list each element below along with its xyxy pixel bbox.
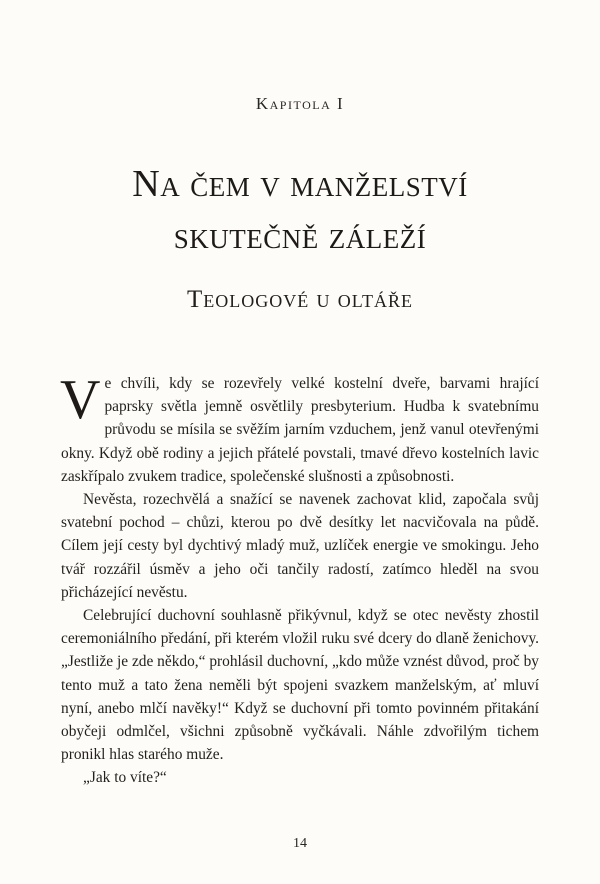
chapter-title-line-2: skutečně záleží — [173, 215, 427, 257]
chapter-label: Kapitola I — [255, 94, 345, 113]
paragraph-2: Nevěsta, rozechvělá a snažící se navenek zachovat klid, započala svůj svatební pochod – chůzi, kterou po dvě desítky let nacvičovala na půdě. Cílem její cesty byl dychtivý mladý muž, uzlíček energie ve smokingu. Jeho tvář rozzářil úsměv a jeho oči tančily radostí, zatímco hleděl na svou přicházející nevěstu. — [61, 491, 539, 601]
chapter-title-line-1: Na čem v manželství — [132, 163, 468, 205]
paragraph-1-text: e chvíli, kdy se rozevřely velké kostelní dveře, barvami hrající paprsky světla jemně osvětlily presbyterium. Hudba k svatebnímu průvodu se mísila se svěžím jarním vzduchem, jenž vanul otevřenými okny. Když obě rodiny a jejich přátelé povstali, tmavé dřevo kostelních lavic zaskřípalo zvukem tradice, společenské slušnosti a způsobnosti. — [61, 375, 539, 485]
chapter-title — [0, 158, 600, 262]
body-text — [60, 369, 539, 790]
section-title: Teologové u oltáře — [186, 286, 414, 313]
paragraph-4: „Jak to víte?“ — [83, 769, 167, 787]
drop-cap: V — [60, 369, 101, 431]
paragraph-3: Celebrující duchovní souhlasně přikývnul, když se otec nevěsty zhostil ceremoniálního předání, při kterém vložil ruku své dcery do dlaně ženichovy. „Jestliže je zde někdo,“ prohlásil duchovní, „kdo může vznést důvod, proč by tento muž a tato žena neměli být spojeni svazkem manželským, ať mluví nyní, anebo mlčí navěky!“ Když se duchovní při tomto povinném přitakání obyčeji odmlčel, všichni způsobně vyčkávali. Náhle zdvořilým tichem pronikl hlas starého muže. — [61, 607, 539, 764]
page-number: 14 — [293, 836, 307, 851]
paragraph-1 — [60, 369, 539, 488]
